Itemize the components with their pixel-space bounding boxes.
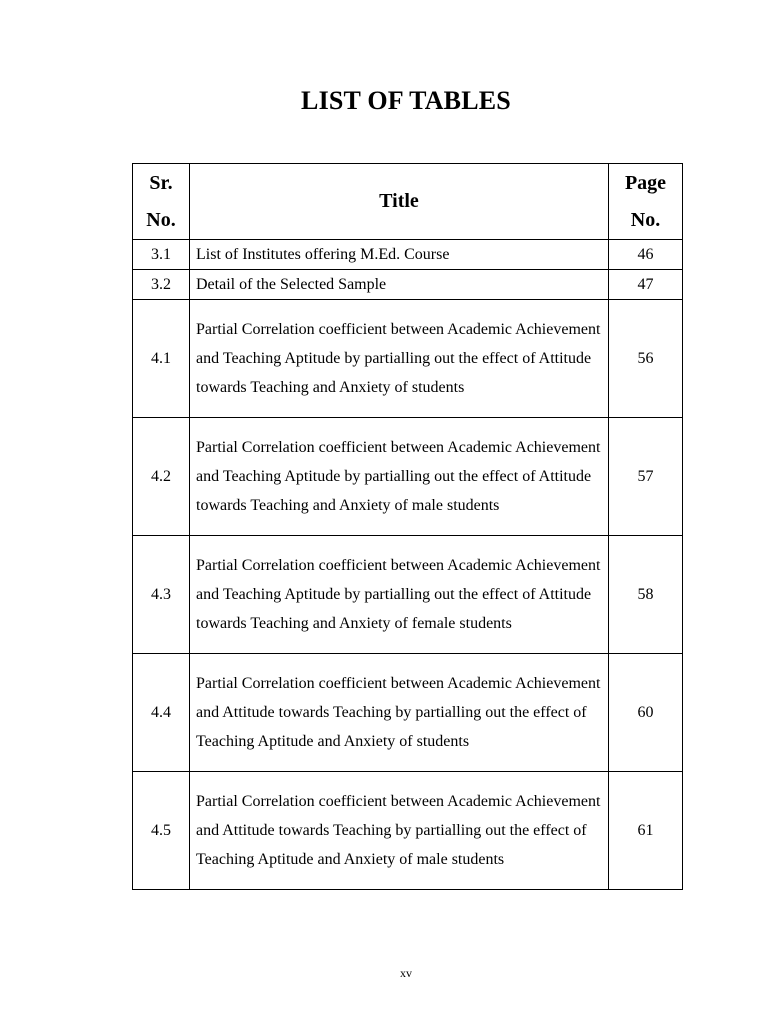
table-row xyxy=(133,270,683,300)
row-sr-no: 4.3 xyxy=(133,536,190,654)
table-header xyxy=(133,164,683,240)
row-title: List of Institutes offering M.Ed. Course xyxy=(190,240,609,270)
row-title: Detail of the Selected Sample xyxy=(190,270,609,300)
header-page-line2: No. xyxy=(630,208,661,231)
table-row xyxy=(133,654,683,772)
row-title: Partial Correlation coefficient between Academic Achievement and Teaching Aptitude by partialling out the effect of Attitude towards Teaching and Anxiety of female students xyxy=(190,536,609,654)
page-title: LIST OF TABLES xyxy=(301,86,511,115)
table-body xyxy=(133,240,683,890)
header-page-line1: Page xyxy=(624,171,667,194)
row-page-no: 46 xyxy=(609,240,683,270)
header-page-no xyxy=(609,164,683,240)
table-row xyxy=(133,418,683,536)
row-sr-no: 3.2 xyxy=(133,270,190,300)
row-title: Partial Correlation coefficient between Academic Achievement and Attitude towards Teaching by partialling out the effect of Teaching Aptitude and Anxiety of male students xyxy=(190,772,609,890)
row-page-no: 47 xyxy=(609,270,683,300)
row-page-no: 61 xyxy=(609,772,683,890)
row-sr-no: 3.1 xyxy=(133,240,190,270)
table-row xyxy=(133,240,683,270)
row-title: Partial Correlation coefficient between Academic Achievement and Teaching Aptitude by partialling out the effect of Attitude towards Teaching and Anxiety of male students xyxy=(190,418,609,536)
row-page-no: 60 xyxy=(609,654,683,772)
header-sr-line2: No. xyxy=(146,208,176,231)
table-row xyxy=(133,772,683,890)
header-sr-line1: Sr. xyxy=(149,171,173,194)
header-sr-no xyxy=(133,164,190,240)
header-title: Title xyxy=(190,164,609,240)
row-title: Partial Correlation coefficient between Academic Achievement and Attitude towards Teaching by partialling out the effect of Teaching Aptitude and Anxiety of students xyxy=(190,654,609,772)
row-sr-no: 4.5 xyxy=(133,772,190,890)
row-sr-no: 4.2 xyxy=(133,418,190,536)
list-of-tables xyxy=(132,163,683,890)
table-row xyxy=(133,300,683,418)
row-sr-no: 4.1 xyxy=(133,300,190,418)
page-number: xv xyxy=(400,966,412,980)
row-sr-no: 4.4 xyxy=(133,654,190,772)
row-title: Partial Correlation coefficient between Academic Achievement and Teaching Aptitude by partialling out the effect of Attitude towards Teaching and Anxiety of students xyxy=(190,300,609,418)
row-page-no: 56 xyxy=(609,300,683,418)
header-row xyxy=(133,164,683,240)
row-page-no: 57 xyxy=(609,418,683,536)
row-page-no: 58 xyxy=(609,536,683,654)
table-row xyxy=(133,536,683,654)
